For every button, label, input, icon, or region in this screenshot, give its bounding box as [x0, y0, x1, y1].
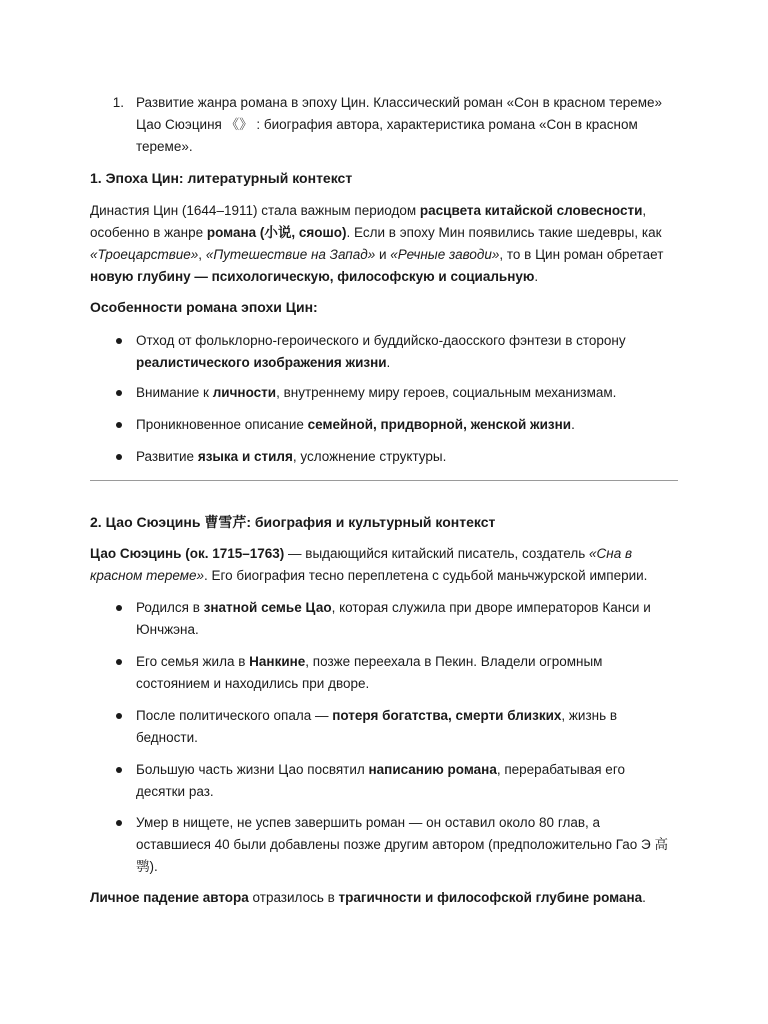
text-run: . Если в эпоху Мин появились такие шедевры, как	[346, 225, 662, 240]
bold-run: семейной, придворной, женской жизни	[307, 417, 572, 432]
intro-line: Цао Сюэциня 《》 : биография автора, характеристика романа «Сон в красном	[136, 117, 638, 132]
text-run: Внимание к	[136, 385, 213, 400]
text-run: и	[375, 247, 391, 262]
text-run: Отход от фольклорно-героического и буддийско-даосского фэнтези в сторону	[136, 333, 626, 348]
text-run: Его семья жила в	[136, 654, 250, 669]
intro-item	[136, 92, 681, 158]
list-item	[136, 705, 681, 749]
text-run: . Его биография тесно переплетена с судьбой маньчжурской империи.	[203, 568, 648, 583]
text-run: , то в Цин роман обретает	[499, 247, 664, 262]
italic-run: красном тереме»	[90, 568, 204, 583]
list-item	[136, 382, 681, 404]
bold-run: Цао Сюэцинь (ок. 1715–1763)	[90, 546, 285, 561]
bullet-dot	[116, 390, 122, 396]
text-run: , жизнь в	[561, 708, 618, 723]
bullet-dot	[116, 767, 122, 773]
text-run: После политического опала —	[136, 708, 333, 723]
italic-run: «Троецарствие»	[90, 247, 199, 262]
paragraph	[90, 543, 690, 587]
bold-run: личности	[212, 385, 277, 400]
bullet-dot	[116, 338, 122, 344]
bold-run: Личное падение автора	[90, 890, 249, 905]
italic-run: «Речные заводи»	[390, 247, 500, 262]
text-run: .	[534, 269, 539, 284]
text-run: , перерабатывая его	[496, 762, 625, 777]
text-run: состоянием и находились при дворе.	[136, 676, 370, 691]
bullet-dot	[116, 454, 122, 460]
bold-run: написанию романа	[368, 762, 497, 777]
italic-run: «Сна в	[589, 546, 633, 561]
closing-paragraph	[90, 887, 690, 909]
text-run: Династия Цин (1644–1911) стала важным периодом	[90, 203, 420, 218]
text-run: бедности.	[136, 730, 198, 745]
list-item	[136, 812, 681, 878]
bold-run: романа (小说, сяошо)	[206, 225, 347, 240]
text-run: , позже переехала в Пекин. Владели огромным	[305, 654, 603, 669]
text-run: Юнчжэна.	[136, 622, 199, 637]
text-run: Развитие	[136, 449, 198, 464]
text-run: десятки раз.	[136, 784, 214, 799]
text-run: Умер в нищете, не успев завершить роман — он оставил около 80 глав, а	[136, 815, 601, 830]
list-item	[136, 651, 681, 695]
list-item	[136, 414, 681, 436]
bold-run: Нанкине	[249, 654, 306, 669]
bold-run: языка и стиля	[197, 449, 293, 464]
bullet-dot	[116, 713, 122, 719]
text-run: Родился в	[136, 600, 204, 615]
text-run: особенно в жанре	[90, 225, 207, 240]
text-run: ,	[198, 247, 206, 262]
text-run: ,	[642, 203, 647, 218]
bullet-dot	[116, 659, 122, 665]
text-run: 鹗).	[136, 859, 158, 874]
text-run: .	[386, 355, 391, 370]
text-run: Проникновенное описание	[136, 417, 308, 432]
list-item	[136, 446, 681, 468]
list-item	[136, 597, 681, 641]
bullet-dot	[116, 820, 122, 826]
bullet-dot	[116, 605, 122, 611]
text-run: Большую часть жизни Цао посвятил	[136, 762, 369, 777]
paragraph	[90, 200, 690, 288]
intro-line: тереме».	[136, 139, 193, 154]
bold-run: потеря богатства, смерти близких	[332, 708, 562, 723]
italic-run: «Путешествие на Запад»	[205, 247, 376, 262]
bold-run: знатной семье Цао	[203, 600, 332, 615]
bullet-dot	[116, 422, 122, 428]
text-run: , усложнение структуры.	[292, 449, 447, 464]
text-run: .	[642, 890, 646, 905]
text-run: отразилось в	[248, 890, 339, 905]
bold-run: расцвета китайской словесности	[419, 203, 643, 218]
list-item	[136, 759, 681, 803]
horizontal-divider	[90, 480, 678, 481]
bold-run: новую глубину — психологическую, философскую и социальную	[90, 269, 535, 284]
text-run: оставшиеся 40 были добавлены позже другим автором (предположительно Гао Э 高	[136, 837, 668, 852]
list-item	[136, 330, 681, 374]
subsection-heading: Особенности романа эпохи Цин:	[90, 299, 318, 315]
list-number: 1.	[112, 95, 124, 110]
section-heading: 1. Эпоха Цин: литературный контекст	[90, 170, 353, 186]
section-heading: 2. Цао Сюэцинь 曹雪芹: биография и культурный контекст	[90, 514, 496, 530]
text-run: .	[571, 417, 575, 432]
intro-line: Развитие жанра романа в эпоху Цин. Классический роман «Сон в красном тереме»	[136, 95, 663, 110]
text-run: , внутреннему миру героев, социальным механизмам.	[276, 385, 617, 400]
bold-run: трагичности и философской глубине романа	[338, 890, 643, 905]
text-run: — выдающийся китайский писатель, создатель	[284, 546, 590, 561]
text-run: , которая служила при дворе императоров Канси и	[331, 600, 651, 615]
bold-run: реалистического изображения жизни	[136, 355, 387, 370]
